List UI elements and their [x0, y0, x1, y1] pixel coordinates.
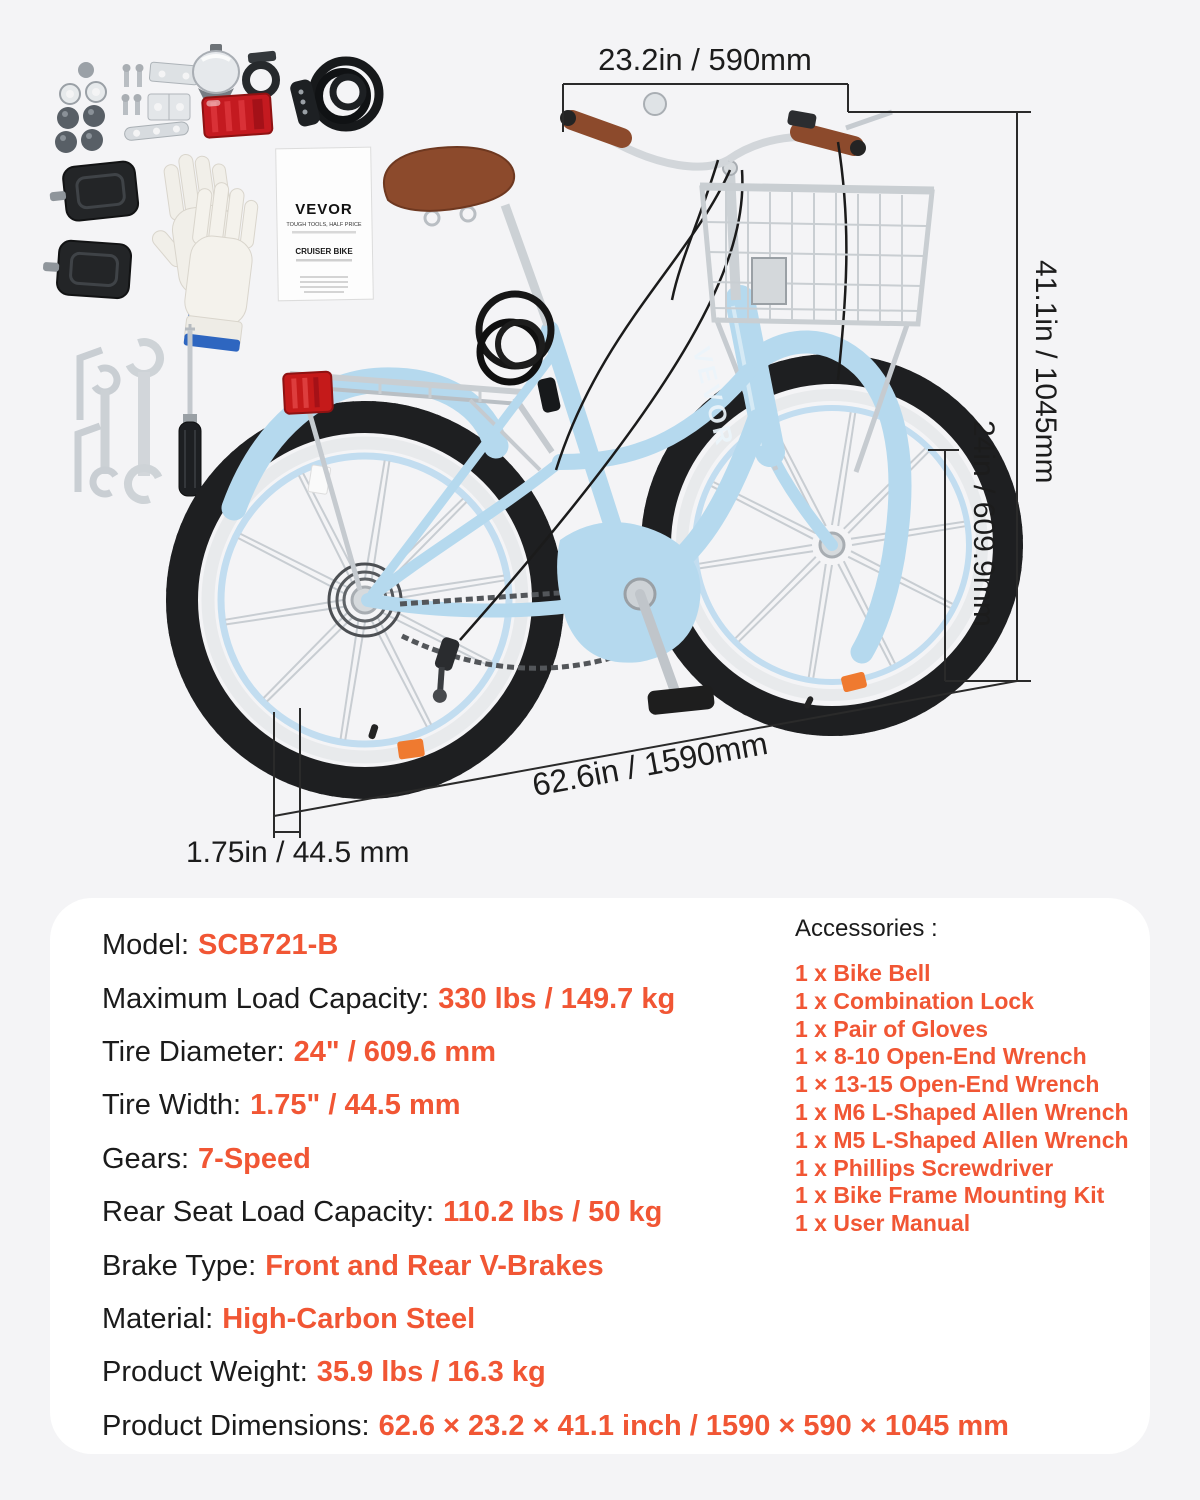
grip-end-cap	[850, 140, 866, 156]
accessory-item: 1 x M6 L-Shaped Allen Wrench	[795, 1098, 1129, 1125]
accessory-item: 1 x Bike Frame Mounting Kit	[795, 1182, 1105, 1209]
dimension-overall-length: 62.6in / 1590mm	[529, 724, 771, 804]
accessory-item: 1 × 13-15 Open-End Wrench	[795, 1071, 1100, 1098]
dimension-tire-width: 1.75in / 44.5 mm	[186, 836, 410, 869]
large-open-end-wrench-icon	[123, 337, 164, 504]
mounting-brackets-icon	[122, 62, 199, 141]
allen-wrench-icon	[80, 350, 102, 420]
accessory-item: 1 x M5 L-Shaped Allen Wrench	[795, 1126, 1129, 1153]
screwdriver-icon	[179, 324, 201, 496]
frame-brand-logo: VEVOR	[686, 344, 739, 451]
saddle	[384, 147, 514, 211]
gloves-icon	[138, 149, 261, 352]
basket-mount	[752, 258, 786, 304]
right-grip	[800, 132, 854, 146]
valve-stem	[368, 723, 379, 739]
spec-row-gears: Gears: 7-Speed	[102, 1142, 311, 1175]
spec-row-tire-width: Tire Width: 1.75" / 44.5 mm	[102, 1089, 461, 1122]
hardware-kit-icon	[55, 62, 106, 153]
manual-title-text: CRUISER BIKE	[295, 247, 353, 256]
allen-wrench-icon	[78, 426, 100, 492]
manual-brand-text: VEVOR	[295, 201, 353, 218]
pedals-icon	[41, 160, 139, 298]
spec-row-weight: Product Weight: 35.9 lbs / 16.3 kg	[102, 1356, 546, 1389]
dimension-handlebar-width: 23.2in / 590mm	[598, 42, 812, 77]
user-manual-icon	[276, 147, 374, 301]
spec-row-brake-type: Brake Type: Front and Rear V-Brakes	[102, 1249, 604, 1282]
rim-sticker	[397, 738, 425, 759]
accessory-item: 1 x Phillips Screwdriver	[795, 1154, 1054, 1181]
brake-lever	[846, 112, 892, 128]
accessory-item: 1 x User Manual	[795, 1210, 971, 1237]
manual-tagline-text: TOUGH TOOLS, HALF PRICE	[286, 222, 362, 228]
spec-panel	[50, 898, 1150, 1454]
rear-derailleur	[423, 636, 464, 705]
shifter	[787, 110, 817, 130]
accessories-heading: Accessories :	[795, 915, 938, 942]
spec-row-tire-diameter: Tire Diameter: 24" / 609.6 mm	[102, 1035, 497, 1068]
left-grip	[572, 120, 622, 138]
spec-row-model: Model: SCB721-B	[102, 929, 339, 962]
accessory-item: 1 × 8-10 Open-End Wrench	[795, 1043, 1087, 1070]
accessory-item: 1 x Combination Lock	[795, 987, 1034, 1014]
reflector-icon	[202, 93, 273, 138]
spec-row-rear-seat-load: Rear Seat Load Capacity: 110.2 lbs / 50 kg	[102, 1196, 663, 1229]
spec-row-material: Material: High-Carbon Steel	[102, 1302, 476, 1335]
dimension-overall-height: 41.1in / 1045mm	[1029, 260, 1062, 484]
rear-reflector	[283, 371, 333, 413]
combination-lock-icon	[289, 61, 379, 128]
accessory-item: 1 x Pair of Gloves	[795, 1015, 989, 1042]
tools-icon	[78, 324, 201, 505]
accessory-item: 1 x Bike Bell	[795, 960, 931, 986]
pedal	[647, 685, 715, 716]
spec-row-max-load: Maximum Load Capacity: 330 lbs / 149.7 kg	[102, 982, 676, 1015]
spec-row-dimensions: Product Dimensions: 62.6 × 23.2 × 41.1 inch / 1590 × 590 × 1045 mm	[102, 1409, 1009, 1442]
dimension-wheel-diameter: 24in / 609.9mm	[967, 420, 1000, 627]
accessories-list	[795, 914, 1129, 1238]
bell	[644, 93, 666, 115]
